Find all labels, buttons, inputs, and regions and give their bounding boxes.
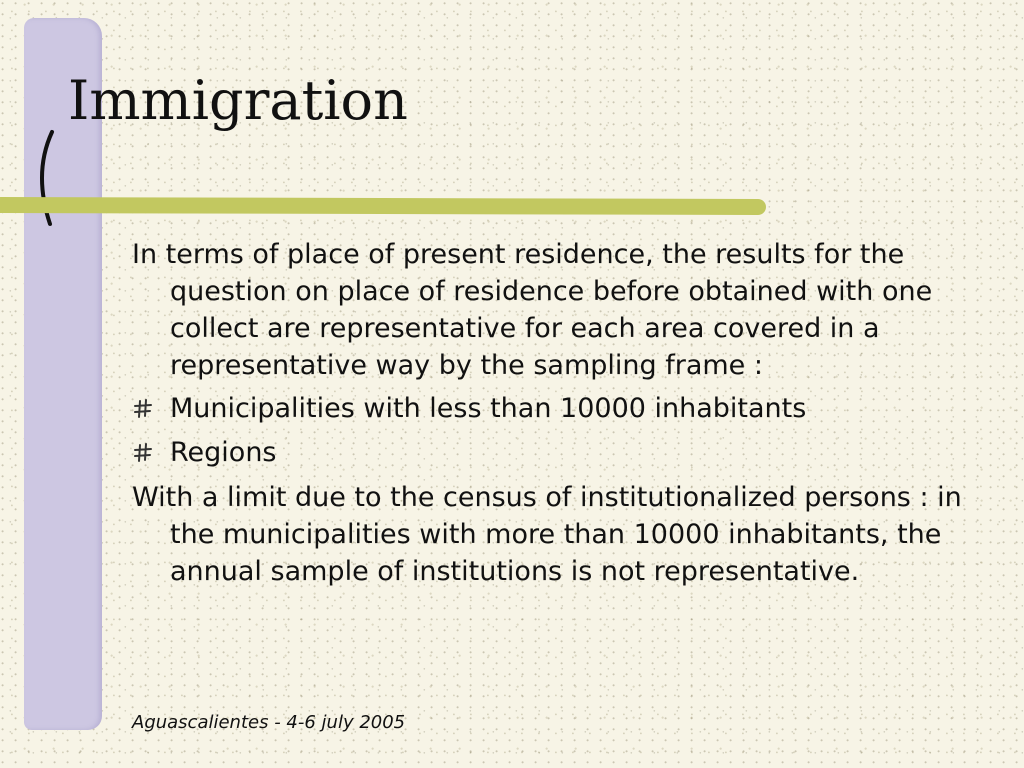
slide-body [132,236,972,596]
hash-bullet-icon [134,443,152,463]
bullet-item [132,434,972,471]
bullet-label: Regions [170,437,277,468]
hash-bullet-icon [134,399,152,419]
body-paragraph-1: In terms of place of present residence, the results for the question on place of residence before obtained with one collect are representative for each area covered in a representative way by the sampling frame : [132,239,933,381]
bullet-item [132,390,972,427]
bullet-label: Municipalities with less than 10000 inhabitants [170,393,807,424]
slide-title: Immigration [68,69,408,132]
body-paragraph-2: With a limit due to the census of institutionalized persons : in the municipalities with more than 10000 inhabitants, the annual sample of institutions is not representative. [132,482,962,587]
bullet-list [132,390,972,471]
title-underline-rule [0,197,766,215]
slide-footer: Aguascalientes - 4-6 july 2005 [132,712,406,733]
